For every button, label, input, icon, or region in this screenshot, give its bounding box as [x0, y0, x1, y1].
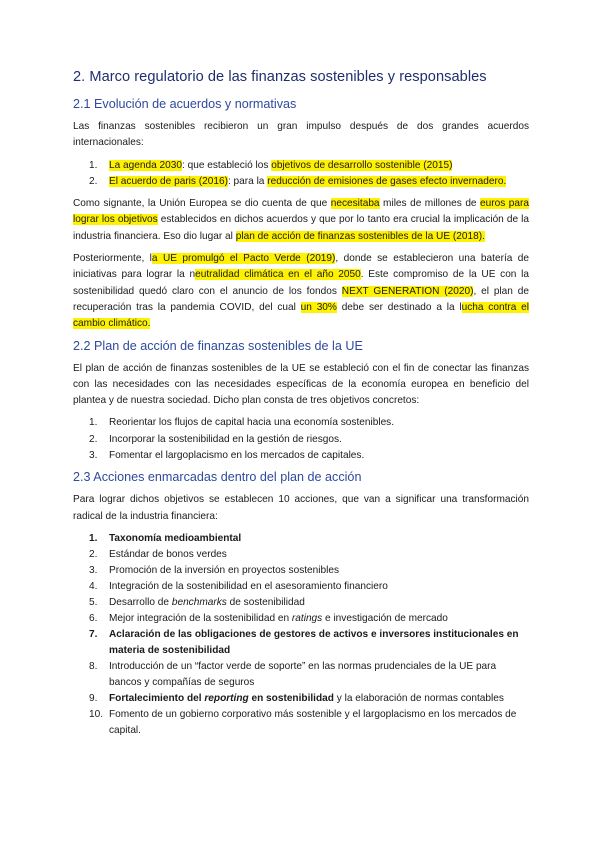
text: establecidos en dichos acuerdos y que por lo tanto era crucial la implicación de la industria financiera. Eso dio lugar al: [73, 214, 530, 242]
list-item: [73, 531, 529, 547]
highlight: eutralidad climática en el año 2050: [195, 269, 361, 281]
objectives-list: [73, 415, 529, 464]
list-item: [73, 627, 529, 659]
list-number: 2.: [89, 433, 98, 445]
section-heading-2-2: 2.2 Plan de acción de finanzas sostenibles de la UE: [73, 338, 363, 353]
list-item: [73, 415, 529, 431]
highlight: objetivos de desarrollo sostenible (2015): [271, 159, 453, 171]
list-text: Estándar de bonos verdes: [109, 548, 227, 560]
list-item: [73, 659, 529, 691]
list-item: [73, 432, 529, 448]
highlight: NEXT GENERATION (2020): [341, 285, 474, 297]
list-text: Aclaración de las obligaciones de gestores de activos e inversores institucionales en materia de sostenibilidad: [109, 628, 519, 656]
list-item: [73, 579, 529, 595]
text: : que estableció los: [181, 159, 272, 171]
list-text-bold: Fortalecimiento del: [109, 692, 205, 704]
list-number: 3.: [89, 450, 98, 462]
list-text: de sostenibilidad: [226, 596, 305, 608]
section-heading-2-1: 2.1 Evolución de acuerdos y normativas: [73, 97, 297, 111]
highlight: La agenda 2030: [109, 159, 182, 171]
list-text-italic: ratings: [291, 612, 323, 624]
list-number: 1.: [89, 159, 98, 171]
list-item: [73, 448, 529, 464]
list-text-bold: en sostenibilidad: [248, 692, 334, 704]
highlight: euros para lograr los objetivos: [73, 198, 529, 226]
list-number: 7.: [89, 628, 98, 640]
list-number: 1.: [89, 532, 98, 544]
list-item: [73, 611, 529, 627]
section-2-1-intro: Las finanzas sostenibles recibieron un gran impulso después de dos grandes acuerdos internacionales:: [73, 121, 529, 149]
section-2-2-paragraph: El plan de acción de finanzas sostenibles de la UE se estableció con el fin de conectar las finanzas con las necesidades con las necesidades específicas de la economía europea en beneficio del plantea y de nuestra sociedad. Dicho plan consta de tres objetivos concretos:: [73, 362, 529, 407]
section-2-3-paragraph: Para lograr dichos objetivos se establecen 10 acciones, que van a significar una transformación radical de la industria financiera:: [73, 494, 529, 522]
list-text: Incorporar la sostenibilidad en la gestión de riesgos.: [109, 433, 342, 445]
list-text: Mejor integración de la sostenibilidad en: [109, 612, 292, 624]
highlight: a UE promulgó el Pacto Verde (2019): [151, 253, 336, 265]
paragraph-eu-signatory: [73, 196, 529, 245]
list-text: Integración de la sostenibilidad en el asesoramiento financiero: [109, 580, 388, 592]
list-number: 9.: [89, 692, 98, 704]
list-number: 10.: [89, 708, 104, 720]
highlight: necesitaba: [330, 198, 380, 210]
list-item: [73, 174, 529, 190]
list-number: 3.: [89, 564, 98, 576]
text: miles de millones de: [379, 198, 481, 210]
highlight: El acuerdo de paris (2016): [109, 175, 228, 187]
list-number: 8.: [89, 660, 98, 672]
list-item: [73, 563, 529, 579]
page-title: 2. Marco regulatorio de las finanzas sostenibles y responsables: [73, 69, 487, 85]
list-number: 5.: [89, 596, 98, 608]
list-text: Fomento de un gobierno corporativo más sostenible y el largoplacismo en los mercados de capital.: [109, 708, 517, 736]
list-item: [73, 691, 529, 707]
list-text: y la elaboración de normas contables: [333, 692, 504, 704]
highlight: ucha contra el cambio climático.: [73, 301, 530, 330]
list-text: Reorientar los flujos de capital hacia una economía sostenibles.: [109, 417, 395, 429]
list-text: Promoción de la inversión en proyectos sostenibles: [109, 564, 340, 576]
list-text: Taxonomía medioambiental: [109, 532, 242, 544]
highlight: reducción de emisiones de gases efecto invernadero.: [267, 175, 507, 187]
list-text: Fomentar el largoplacismo en los mercados de capitales.: [109, 450, 365, 462]
text: . Este compromiso de la UE con la sostenibilidad quedó claro con el anuncio de los fondos: [73, 269, 530, 297]
text: , donde se establecieron una batería de iniciativas para lograr la n: [73, 253, 530, 281]
agreements-list: [73, 158, 529, 191]
list-text-bold-italic: reporting: [204, 692, 249, 704]
list-number: 4.: [89, 580, 98, 592]
list-number: 1.: [89, 417, 98, 429]
list-text: Desarrollo de: [109, 596, 172, 608]
text: Posteriormente, l: [73, 253, 152, 265]
section-heading-2-3: 2.3 Acciones enmarcadas dentro del plan de acción: [73, 470, 362, 485]
highlight: un 30%: [300, 301, 337, 313]
list-text-italic: benchmarks: [171, 596, 227, 608]
text: Como signante, la Unión Europea se dio cuenta de que: [73, 198, 331, 210]
paragraph-green-deal: [73, 251, 529, 332]
text: debe ser destinado a la l: [336, 301, 462, 313]
list-item: [73, 547, 529, 563]
list-text: Introducción de un “factor verde de soporte” en las normas prudenciales de la UE para bancos y compañías de seguros: [109, 660, 497, 688]
list-item: [73, 595, 529, 611]
list-number: 2.: [89, 175, 98, 187]
list-item: [73, 707, 529, 739]
list-item: [73, 158, 529, 174]
actions-list: [73, 531, 529, 739]
text: : para la: [227, 175, 268, 187]
text: , el plan de recuperación tras la pandemia COVID, del cual: [73, 285, 529, 313]
list-text: e investigación de mercado: [322, 612, 448, 624]
highlight: plan de acción de finanzas sostenibles de la UE (2018).: [235, 230, 485, 242]
list-number: 6.: [89, 612, 98, 624]
list-number: 2.: [89, 548, 98, 560]
